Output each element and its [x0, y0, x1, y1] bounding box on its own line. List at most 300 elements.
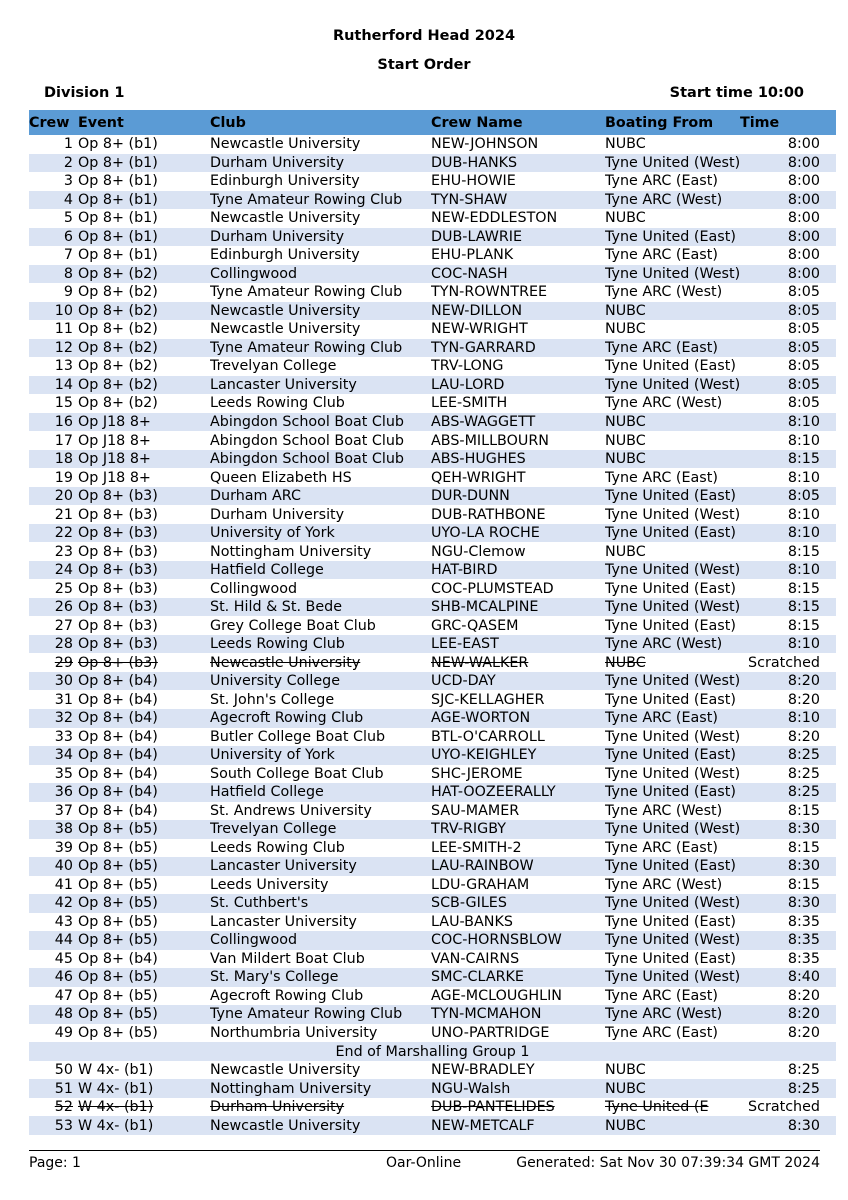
cell-club: Tyne Amateur Rowing Club [210, 1005, 431, 1024]
cell-time: 8:15 [787, 543, 820, 560]
cell-crew-name: SHC-JEROME [431, 765, 523, 782]
cell-club: Hatfield College [210, 561, 431, 580]
cell-time: 8:30 [740, 820, 836, 839]
cell-crew: 33 [54, 728, 73, 745]
cell-club: Edinburgh University [210, 247, 360, 264]
cell-club: Nottingham University [210, 543, 372, 560]
cell-club: Newcastle University [210, 1116, 431, 1135]
cell-event: Op 8+ (b5) [78, 1025, 158, 1041]
cell-club: Leeds Rowing Club [210, 395, 345, 412]
cell-crew: 37 [54, 802, 73, 819]
page-subtitle: Start Order [377, 57, 471, 73]
column-header-crew-name: Crew Name [431, 110, 605, 135]
cell-time: 8:10 [787, 506, 820, 523]
cell-crew: 28 [29, 635, 78, 654]
cell-crew-name: LEE-SMITH-2 [431, 839, 522, 856]
page-number: Page: 1 [29, 1155, 81, 1171]
cell-club: Durham ARC [210, 487, 431, 506]
table-row [29, 598, 836, 617]
cell-club: St. Andrews University [210, 802, 372, 819]
cell-crew-name: DUR-DUNN [431, 487, 605, 506]
cell-club: Abingdon School Boat Club [210, 450, 431, 469]
column-header-event: Event [78, 110, 210, 135]
cell-crew-name: NEW-METCALF [431, 1116, 605, 1135]
cell-event: Op 8+ (b5) [78, 857, 210, 876]
cell-event: Op 8+ (b3) [78, 506, 158, 523]
cell-club: Van Mildert Boat Club [210, 950, 365, 967]
cell-club: Newcastle University [210, 302, 431, 321]
cell-boating-from: Tyne United (East) [605, 913, 736, 930]
cell-event: Op 8+ (b4) [78, 746, 210, 765]
cell-crew: 50 [54, 1062, 73, 1079]
cell-time: 8:25 [787, 1062, 820, 1079]
cell-time: 8:05 [787, 358, 820, 375]
cell-time: 8:05 [787, 321, 820, 338]
cell-crew-name: SHB-MCALPINE [431, 598, 605, 617]
cell-crew-name: LDU-GRAHAM [431, 876, 530, 893]
cell-boating-from: Tyne United (West) [605, 673, 740, 690]
table-row [29, 209, 836, 228]
cell-crew: 14 [29, 376, 78, 395]
cell-event: Op 8+ (b3) [78, 580, 158, 597]
table-row [29, 1116, 836, 1135]
cell-crew: 6 [29, 228, 78, 247]
cell-crew-name: EHU-HOWIE [431, 173, 516, 190]
cell-event: Op 8+ (b4) [78, 950, 158, 967]
cell-crew: 27 [54, 617, 73, 634]
cell-crew: 20 [29, 487, 78, 506]
cell-time: 8:35 [787, 913, 820, 930]
cell-time: 8:35 [787, 950, 820, 967]
cell-boating-from: Tyne ARC (West) [605, 191, 740, 210]
table-row [29, 283, 836, 302]
cell-club: Durham University [210, 1099, 345, 1116]
table-row [29, 857, 836, 876]
cell-event: Op J18 8+ [78, 432, 151, 449]
cell-crew: 52 [54, 1099, 73, 1116]
cell-crew-name: COC-HORNSBLOW [431, 931, 605, 950]
cell-crew: 49 [54, 1025, 73, 1041]
cell-club: Trevelyan College [210, 820, 431, 839]
cell-time: 8:05 [740, 487, 836, 506]
cell-time: 8:00 [787, 136, 820, 153]
cell-time: 8:10 [740, 709, 836, 728]
cell-boating-from: Tyne United (East) [605, 691, 736, 708]
cell-boating-from: Tyne United (East) [605, 746, 740, 765]
cell-crew-name: NEW-BRADLEY [431, 1062, 535, 1079]
cell-boating-from: NUBC [605, 321, 646, 338]
cell-crew-name: UYO-LA ROCHE [431, 524, 605, 543]
table-row [29, 931, 836, 950]
cell-boating-from: Tyne United (West) [605, 969, 740, 986]
table-row [29, 431, 836, 450]
cell-boating-from: Tyne United (West) [605, 562, 740, 579]
table-row [29, 876, 836, 895]
cell-club: Hatfield College [210, 783, 431, 802]
cell-crew-name: COC-NASH [431, 265, 605, 284]
cell-club: University of York [210, 746, 431, 765]
cell-time: 8:05 [787, 284, 820, 301]
cell-boating-from: Tyne United (West) [605, 506, 740, 523]
cell-crew: 15 [54, 395, 73, 412]
cell-club: Grey College Boat Club [210, 617, 376, 634]
cell-crew: 1 [63, 136, 73, 153]
cell-event: Op 8+ (b1) [78, 191, 210, 210]
cell-crew-name: NEW-WALKER [431, 654, 529, 671]
cell-boating-from: NUBC [605, 1079, 740, 1098]
cell-crew: 30 [29, 672, 78, 691]
cell-crew-name: AGE-MCLOUGHLIN [431, 987, 562, 1004]
cell-time: 8:15 [787, 876, 820, 893]
table-row [29, 746, 836, 765]
cell-crew: 13 [54, 358, 73, 375]
cell-time: 8:25 [740, 746, 836, 765]
cell-club: South College Boat Club [210, 765, 384, 782]
cell-boating-from: Tyne United (East) [605, 487, 740, 506]
cell-crew: 34 [29, 746, 78, 765]
cell-crew-name: TYN-SHAW [431, 191, 605, 210]
cell-club: Lancaster University [210, 857, 431, 876]
cell-crew-name: HAT-OOZEERALLY [431, 783, 605, 802]
cell-boating-from: Tyne United (East) [605, 857, 740, 876]
cell-crew-name: DUB-LAWRIE [431, 228, 605, 247]
cell-event: Op 8+ (b1) [78, 136, 158, 153]
cell-crew: 25 [54, 580, 73, 597]
cell-event: Op 8+ (b5) [78, 1005, 210, 1024]
table-row [29, 968, 836, 987]
cell-boating-from: Tyne United (West) [605, 765, 740, 782]
cell-club: St. Mary's College [210, 968, 431, 987]
cell-boating-from: Tyne United (East) [605, 358, 736, 375]
cell-crew: 2 [29, 154, 78, 173]
cell-crew-name: DUB-PANTELIDES [431, 1099, 555, 1116]
cell-crew-name: SJC-KELLAGHER [431, 691, 545, 708]
cell-club: Agecroft Rowing Club [210, 987, 364, 1004]
cell-event: Op 8+ (b1) [78, 228, 210, 247]
cell-event: Op J18 8+ [78, 469, 151, 486]
column-header-crew: Crew [29, 110, 78, 135]
cell-crew: 53 [29, 1116, 78, 1135]
cell-crew-name: COC-PLUMSTEAD [431, 580, 554, 597]
footer-divider [29, 1150, 820, 1151]
cell-boating-from: Tyne United (West) [605, 376, 740, 393]
cell-crew: 8 [29, 265, 78, 284]
table-row [29, 505, 836, 524]
cell-crew: 4 [29, 191, 78, 210]
cell-time: 8:00 [740, 228, 836, 247]
cell-crew: 48 [29, 1005, 78, 1024]
table-row [29, 802, 836, 821]
cell-crew: 26 [29, 598, 78, 617]
cell-time: 8:20 [787, 987, 820, 1004]
cell-event: Op 8+ (b1) [78, 247, 158, 264]
cell-crew-name: SMC-CLARKE [431, 968, 605, 987]
cell-crew: 9 [63, 284, 73, 301]
cell-boating-from: Tyne ARC (East) [605, 339, 740, 358]
cell-event: Op 8+ (b2) [78, 284, 158, 301]
cell-time: 8:25 [740, 1079, 836, 1098]
cell-time: 8:15 [740, 450, 836, 469]
cell-time: 8:15 [787, 802, 820, 819]
cell-crew: 22 [29, 524, 78, 543]
cell-event: Op 8+ (b4) [78, 783, 210, 802]
cell-event: Op 8+ (b2) [78, 339, 210, 358]
cell-crew-name: NGU-Clemow [431, 543, 526, 560]
cell-event: Op 8+ (b4) [78, 672, 210, 691]
cell-crew-name: LEE-EAST [431, 635, 605, 654]
cell-crew-name: AGE-WORTON [431, 709, 605, 728]
cell-club: Tyne Amateur Rowing Club [210, 339, 431, 358]
table-row [29, 820, 836, 839]
cell-event: Op 8+ (b2) [78, 321, 158, 338]
cell-crew: 21 [54, 506, 73, 523]
cell-time: 8:30 [740, 1116, 836, 1135]
cell-event: Op 8+ (b2) [78, 358, 158, 375]
cell-boating-from: NUBC [605, 543, 646, 560]
table-row [29, 1024, 836, 1043]
cell-club: University College [210, 672, 431, 691]
cell-event: Op 8+ (b3) [78, 598, 210, 617]
cell-boating-from: Tyne United (E [605, 1099, 709, 1116]
table-row [29, 487, 836, 506]
cell-crew: 40 [29, 857, 78, 876]
cell-crew: 10 [29, 302, 78, 321]
cell-event: W 4x- (b1) [78, 1079, 210, 1098]
cell-boating-from: Tyne United (East) [605, 783, 740, 802]
table-row [29, 357, 836, 376]
cell-club: Abingdon School Boat Club [210, 432, 404, 449]
cell-club: Newcastle University [210, 136, 361, 153]
cell-club: Queen Elizabeth HS [210, 469, 352, 486]
cell-boating-from: Tyne ARC (West) [605, 635, 740, 654]
cell-crew: 51 [29, 1079, 78, 1098]
cell-boating-from: Tyne United (West) [605, 728, 740, 745]
cell-crew: 32 [29, 709, 78, 728]
cell-crew: 29 [54, 654, 73, 671]
generated-timestamp: Generated: Sat Nov 30 07:39:34 GMT 2024 [516, 1155, 820, 1171]
cell-crew-name: LAU-LORD [431, 376, 605, 395]
cell-time: 8:15 [787, 580, 820, 597]
cell-club: St. Cuthbert's [210, 894, 431, 913]
cell-crew-name: UCD-DAY [431, 672, 605, 691]
cell-event: Op 8+ (b1) [78, 173, 158, 190]
column-header-time: Time [740, 110, 836, 135]
cell-event: Op 8+ (b2) [78, 302, 210, 321]
cell-boating-from: NUBC [605, 1062, 646, 1079]
cell-boating-from: Tyne ARC (West) [605, 1005, 740, 1024]
cell-event: Op 8+ (b5) [78, 931, 210, 950]
table-row [29, 839, 836, 858]
cell-event: Op 8+ (b5) [78, 820, 210, 839]
cell-time: 8:05 [740, 376, 836, 395]
table-row [29, 135, 836, 154]
table-row [29, 950, 836, 969]
table-row [29, 709, 836, 728]
cell-crew-name: UNO-PARTRIDGE [431, 1025, 550, 1041]
cell-boating-from: NUBC [605, 136, 646, 153]
cell-crew-name: BTL-O'CARROLL [431, 728, 545, 745]
table-row [29, 765, 836, 784]
cell-time: 8:10 [740, 524, 836, 543]
cell-crew: 45 [54, 950, 73, 967]
column-header-boating-from: Boating From [605, 110, 740, 135]
cell-crew-name: GRC-QASEM [431, 617, 519, 634]
table-row [29, 154, 836, 173]
cell-club: Lancaster University [210, 913, 357, 930]
cell-club: St. John's College [210, 691, 335, 708]
cell-time: 8:05 [740, 302, 836, 321]
cell-event: Op 8+ (b5) [78, 968, 210, 987]
cell-time: 8:00 [787, 173, 820, 190]
cell-boating-from: Tyne ARC (East) [605, 839, 718, 856]
cell-club: St. Hild & St. Bede [210, 598, 431, 617]
cell-crew: 3 [63, 173, 73, 190]
cell-time: 8:30 [740, 894, 836, 913]
cell-boating-from: NUBC [605, 432, 646, 449]
cell-time: Scratched [748, 1099, 820, 1116]
cell-crew: 7 [63, 247, 73, 264]
cell-time: 8:10 [787, 469, 820, 486]
table-row [29, 728, 836, 747]
table-row [29, 524, 836, 543]
cell-club: Collingwood [210, 580, 298, 597]
division-label: Division 1 [44, 85, 125, 101]
cell-crew: 35 [54, 765, 73, 782]
table-row [29, 191, 836, 210]
cell-event: Op 8+ (b2) [78, 395, 158, 412]
cell-event: Op 8+ (b1) [78, 154, 210, 173]
cell-crew-name: TYN-GARRARD [431, 339, 605, 358]
cell-event: Op 8+ (b3) [78, 561, 210, 580]
cell-club: Collingwood [210, 265, 431, 284]
cell-crew: 42 [29, 894, 78, 913]
cell-time: 8:10 [787, 432, 820, 449]
cell-club: Nottingham University [210, 1079, 431, 1098]
cell-crew: 36 [29, 783, 78, 802]
cell-crew-name: ABS-WAGGETT [431, 413, 605, 432]
table-row [29, 894, 836, 913]
cell-crew-name: SAU-MAMER [431, 802, 520, 819]
table-row [29, 913, 836, 932]
cell-crew: 31 [54, 691, 73, 708]
cell-time: 8:30 [740, 857, 836, 876]
cell-crew: 46 [29, 968, 78, 987]
table-header-row [29, 110, 836, 135]
cell-club: Trevelyan College [210, 358, 337, 375]
cell-boating-from: Tyne United (East) [605, 580, 736, 597]
cell-crew-name: UYO-KEIGHLEY [431, 746, 605, 765]
cell-boating-from: Tyne United (West) [605, 895, 740, 912]
table-row [29, 376, 836, 395]
cell-boating-from: NUBC [605, 654, 646, 671]
cell-boating-from: NUBC [605, 1116, 740, 1135]
cell-time: 8:10 [740, 561, 836, 580]
group-separator-row [29, 1042, 836, 1061]
cell-crew-name: DUB-HANKS [431, 154, 605, 173]
cell-crew-name: LAU-RAINBOW [431, 857, 605, 876]
cell-boating-from: Tyne ARC (East) [605, 709, 740, 728]
table-row [29, 394, 836, 413]
table-row [29, 246, 836, 265]
cell-crew: 16 [29, 413, 78, 432]
cell-boating-from: Tyne ARC (East) [605, 1025, 718, 1041]
cell-crew: 43 [54, 913, 73, 930]
cell-club: Leeds University [210, 876, 329, 893]
cell-time: 8:25 [787, 765, 820, 782]
cell-crew: 47 [54, 987, 73, 1004]
cell-crew: 12 [29, 339, 78, 358]
cell-club: Tyne Amateur Rowing Club [210, 284, 403, 301]
table-row [29, 690, 836, 709]
cell-club: Durham University [210, 228, 431, 247]
cell-crew-name: ABS-MILLBOURN [431, 432, 549, 449]
table-body [29, 135, 836, 1135]
cell-crew-name: DUB-RATHBONE [431, 506, 546, 523]
cell-time: 8:00 [740, 191, 836, 210]
cell-event: Op 8+ (b3) [78, 543, 158, 560]
table-row [29, 783, 836, 802]
cell-time: 8:00 [740, 265, 836, 284]
cell-crew-name: LAU-BANKS [431, 913, 513, 930]
cell-club: Newcastle University [210, 654, 361, 671]
cell-time: 8:05 [740, 339, 836, 358]
cell-time: 8:20 [787, 691, 820, 708]
cell-crew-name: TYN-ROWNTREE [431, 284, 548, 301]
cell-boating-from: Tyne ARC (West) [605, 802, 723, 819]
table-row [29, 265, 836, 284]
cell-club: Newcastle University [210, 321, 361, 338]
table-row [29, 1005, 836, 1024]
table-row [29, 579, 836, 598]
cell-crew: 24 [29, 561, 78, 580]
cell-time: 8:00 [740, 154, 836, 173]
cell-event: Op 8+ (b4) [78, 709, 210, 728]
cell-event: Op 8+ (b2) [78, 376, 210, 395]
cell-boating-from: Tyne ARC (East) [605, 173, 718, 190]
cell-crew-name: NEW-JOHNSON [431, 136, 539, 153]
cell-time: 8:35 [740, 931, 836, 950]
cell-boating-from: Tyne ARC (East) [605, 247, 718, 264]
cell-time: Scratched [748, 654, 820, 671]
cell-club: Northumbria University [210, 1025, 378, 1041]
start-time-label: Start time 10:00 [669, 85, 804, 101]
cell-time: 8:20 [740, 1005, 836, 1024]
cell-time: 8:20 [787, 728, 820, 745]
cell-boating-from: NUBC [605, 302, 740, 321]
table-row [29, 339, 836, 358]
cell-boating-from: Tyne ARC (West) [605, 284, 723, 301]
cell-event: W 4x- (b1) [78, 1099, 154, 1116]
cell-time: 8:25 [740, 783, 836, 802]
cell-event: Op 8+ (b5) [78, 894, 210, 913]
cell-boating-from: NUBC [605, 210, 646, 227]
cell-boating-from: Tyne United (East) [605, 228, 740, 247]
cell-club: Newcastle University [210, 1062, 361, 1079]
cell-time: 8:20 [787, 1025, 820, 1041]
table-row [29, 987, 836, 1006]
cell-club: Durham University [210, 506, 345, 523]
cell-crew-name: EHU-PLANK [431, 247, 514, 264]
cell-event: Op 8+ (b5) [78, 839, 158, 856]
cell-event: Op 8+ (b3) [78, 524, 210, 543]
cell-event: Op 8+ (b4) [78, 765, 158, 782]
cell-event: W 4x- (b1) [78, 1062, 154, 1079]
cell-crew-name: NGU-Walsh [431, 1079, 605, 1098]
table-row [29, 468, 836, 487]
cell-event: Op 8+ (b4) [78, 728, 158, 745]
cell-crew: 11 [54, 321, 73, 338]
cell-event: Op J18 8+ [78, 450, 210, 469]
